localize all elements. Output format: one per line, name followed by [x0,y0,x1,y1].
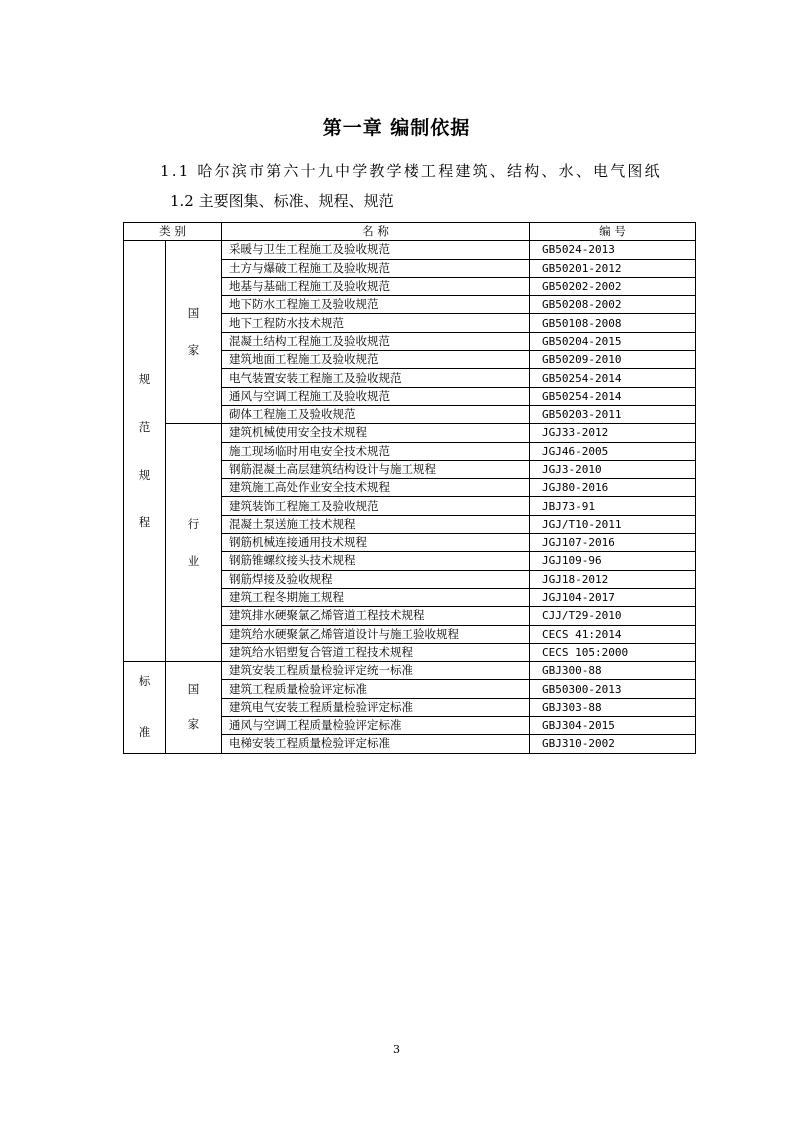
national-2-text-char: 国 [187,682,200,697]
standard-name: 电梯安装工程质量检验评定标准 [222,735,530,753]
standard-name: 建筑安装工程质量检验评定统一标准 [222,662,530,680]
standard-name: 钢筋焊接及验收规程 [222,570,530,588]
subcategory-national-2 [166,662,222,753]
standard-name: 施工现场临时用电安全技术规范 [222,442,530,460]
standard-name: 建筑施工高处作业安全技术规程 [222,479,530,497]
standard-code: GBJ300-88 [530,662,696,680]
standards-table [123,222,696,754]
chapter-title: 第一章 编制依据 [322,117,471,139]
page-number: 3 [393,1043,400,1056]
standard-code: JGJ104-2017 [530,588,696,606]
header-category: 类 别 [124,223,222,241]
standard-code: GB50254-2014 [530,387,696,405]
standard-name: 采暖与卫生工程施工及验收规范 [222,241,530,259]
standard-code: GB50203-2011 [530,405,696,423]
standard-name: 电气装置安装工程施工及验收规范 [222,369,530,387]
standard-code: GB50204-2015 [530,332,696,350]
standard-code: GB50201-2012 [530,259,696,277]
subcategory-national [166,241,222,424]
standard-code: CECS 105:2000 [530,643,696,661]
national-text-char: 国 [187,306,200,321]
standard-code: GB50208-2002 [530,296,696,314]
standard-name: 建筑排水硬聚氯乙烯管道工程技术规程 [222,607,530,625]
standard-name: 建筑地面工程施工及验收规范 [222,351,530,369]
table-row [124,241,696,259]
standard-code: JGJ18-2012 [530,570,696,588]
standard-code: GB5024-2013 [530,241,696,259]
standard-code: GB50108-2008 [530,314,696,332]
category-specs-text [124,371,165,531]
industry-text-char: 行 [187,516,200,531]
standard-code: JGJ46-2005 [530,442,696,460]
standard-code: JGJ3-2010 [530,460,696,478]
basis-item-1: 1.1 哈尔滨市第六十九中学教学楼工程建筑、结构、水、电气图纸 [160,162,662,180]
category-specs [124,241,166,662]
standard-code: GBJ303-88 [530,698,696,716]
subcategory-industry [166,424,222,662]
standards-text [124,673,165,741]
standard-name: 混凝土泵送施工技术规程 [222,515,530,533]
standard-name: 建筑工程质量检验评定标准 [222,680,530,698]
standard-name: 地下工程防水技术规范 [222,314,530,332]
standard-name: 建筑电气安装工程质量检验评定标准 [222,698,530,716]
industry-text-char: 业 [187,553,200,568]
table-header [124,223,696,241]
standard-name: 钢筋锥螺纹接头技术规程 [222,552,530,570]
standard-code: GBJ304-2015 [530,717,696,735]
standard-name: 建筑给水硬聚氯乙烯管道设计与施工验收规程 [222,625,530,643]
standard-code: JGJ/T10-2011 [530,515,696,533]
standard-code: JGJ107-2016 [530,534,696,552]
standards-text-char: 准 [138,725,151,740]
standard-name: 土方与爆破工程施工及验收规范 [222,259,530,277]
standard-name: 建筑装饰工程施工及验收规范 [222,497,530,515]
industry-text [166,516,221,570]
standard-name: 通风与空调工程质量检验评定标准 [222,717,530,735]
header-name: 名 称 [222,223,530,241]
national-text [166,305,221,359]
standard-name: 建筑机械使用安全技术规程 [222,424,530,442]
national-2-text-char: 家 [187,717,200,732]
basis-item-2: 1.2 主要图集、标准、规程、规范 [170,192,394,210]
national-text-char: 家 [187,343,200,358]
standard-name: 砌体工程施工及验收规范 [222,405,530,423]
category-specs-text-char: 规 [138,372,151,387]
standard-code: CECS 41:2014 [530,625,696,643]
standard-code: GB50300-2013 [530,680,696,698]
national-2-text [166,681,221,733]
table-row [124,662,696,680]
standard-name: 建筑工程冬期施工规程 [222,588,530,606]
standard-name: 地基与基础工程施工及验收规范 [222,277,530,295]
standards-text-char: 标 [138,674,151,689]
table-row [124,424,696,442]
standard-code: CJJ/T29-2010 [530,607,696,625]
standard-code: GBJ310-2002 [530,735,696,753]
header-code: 编 号 [530,223,696,241]
standard-code: GB50254-2014 [530,369,696,387]
category-specs-text-char: 范 [138,419,151,434]
standard-code: JGJ109-96 [530,552,696,570]
standard-name: 钢筋机械连接通用技术规程 [222,534,530,552]
standard-name: 通风与空调工程施工及验收规范 [222,387,530,405]
category-standards [124,662,166,753]
standard-code: JGJ80-2016 [530,479,696,497]
standard-name: 建筑给水铝塑复合管道工程技术规程 [222,643,530,661]
standard-code: GB50209-2010 [530,351,696,369]
category-specs-text-char: 规 [138,467,151,482]
standard-name: 混凝土结构工程施工及验收规范 [222,332,530,350]
standard-code: GB50202-2002 [530,277,696,295]
standard-code: JGJ33-2012 [530,424,696,442]
standard-name: 钢筋混凝土高层建筑结构设计与施工规程 [222,460,530,478]
category-specs-text-char: 程 [138,515,151,530]
standard-code: JBJ73-91 [530,497,696,515]
standard-name: 地下防水工程施工及验收规范 [222,296,530,314]
